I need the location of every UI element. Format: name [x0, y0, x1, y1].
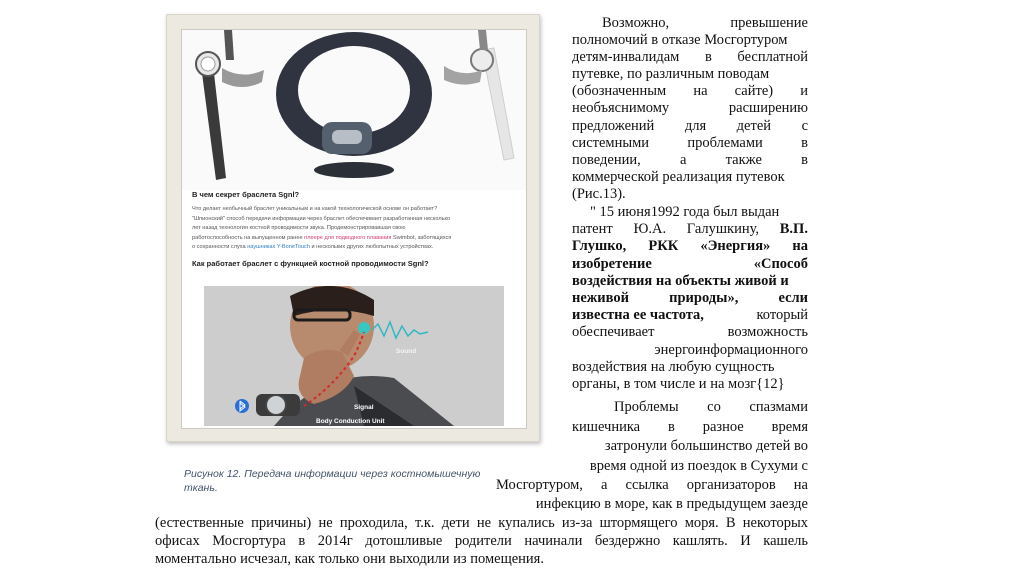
word: В.П.: [779, 221, 808, 237]
word: Проблемы: [614, 399, 679, 415]
article-text-span: Swimbot, заботящихся: [391, 234, 452, 241]
text-line: [572, 135, 808, 152]
word: детей: [736, 118, 772, 134]
word: бесплатной: [737, 49, 808, 65]
word: «Способ: [753, 256, 808, 272]
figure-frame: [166, 14, 540, 442]
word: патент: [572, 221, 613, 237]
text-line: полномочий в отказе Мосгортуром: [572, 32, 788, 48]
conduction-unit-label: Body Conduction Unit: [316, 418, 385, 425]
article-text-span: и нескольких других любопытных устройствах.: [309, 244, 434, 250]
text-line: время одной из поездок в Сухуми с: [589, 458, 808, 474]
word: неживой: [572, 290, 629, 306]
word: разное: [702, 419, 744, 435]
word: предложений: [572, 118, 655, 134]
text-line: затронули большинство детей во: [604, 438, 808, 454]
text-line: офисах Мосгортура в 2014г дотошливые родители начинали бездержно кашлять. И кашель: [155, 533, 808, 549]
word: расширению: [728, 100, 808, 116]
word: в: [667, 419, 675, 435]
word: природы»,: [669, 290, 739, 306]
word: возможность: [727, 324, 808, 340]
text-line: коммерческой реализация путевок: [572, 169, 785, 185]
bone-conduction-photo: [204, 286, 504, 426]
word: обеспечивает: [572, 324, 655, 340]
text-line: инфекцию в море, как в предыдущем заезде: [535, 496, 808, 512]
text-line: [572, 290, 808, 307]
word: организаторов: [686, 477, 776, 493]
article-line: лет назад технология костной проводимости звука. Продемонстрировавшая свою: [192, 225, 406, 231]
word: (обозначенным: [572, 83, 667, 99]
text-line: [572, 49, 808, 66]
text-line: [572, 118, 808, 135]
text-line: [496, 477, 808, 494]
word: Галушкину,: [686, 221, 760, 237]
text-line: [572, 419, 808, 436]
word: системными: [572, 135, 650, 151]
sound-label: Sound: [396, 348, 417, 355]
word: Глушко,: [572, 238, 627, 254]
text-line: [572, 324, 808, 341]
text-line: [602, 15, 808, 32]
text-line: воздействия на любую сущность: [572, 359, 775, 375]
word: а: [601, 477, 608, 493]
word: кишечника: [572, 419, 641, 435]
word: «Энергия»: [700, 238, 771, 254]
word: Возможно,: [602, 15, 670, 31]
word: а: [679, 152, 687, 168]
word: с: [801, 118, 808, 134]
headphones-link[interactable]: наушниках Y-BoneTouch: [247, 244, 310, 250]
text-line: (естественные причины) не проходила, т.к. дети не купались из-за штормящего моря. В некоторых: [155, 515, 808, 531]
word: спазмами: [749, 399, 808, 415]
bold-text: воздействия на объекты живой и: [572, 273, 789, 289]
word: и: [800, 83, 808, 99]
article-line: [192, 243, 518, 253]
article-text-span: о сохранности слуха: [192, 244, 248, 250]
text-line: (Рис.13).: [572, 186, 626, 202]
word: необъяснимому: [572, 100, 670, 116]
word: на: [693, 83, 708, 99]
word: проблемами: [687, 135, 763, 151]
word: если: [778, 290, 808, 306]
signal-label: Signal: [354, 404, 374, 411]
word: в: [704, 49, 712, 65]
text-line: " 15 июня1992 года был выдан: [590, 204, 780, 220]
word: поведении,: [572, 152, 641, 168]
text-line: [572, 307, 808, 324]
word: сайте): [734, 83, 774, 99]
text-line: органы, в том числе и на мозг{12}: [572, 376, 785, 392]
text-line: путевке, по различным поводам: [572, 66, 770, 82]
text-line: [572, 100, 808, 117]
text-line: [572, 273, 789, 290]
word: для: [684, 118, 707, 134]
word: Ю.А.: [633, 221, 667, 237]
text-line: [572, 83, 808, 100]
article-screenshot: [181, 29, 527, 429]
text-line: [572, 152, 808, 169]
article-line: Что делает необычный браслет уникальным и на какой технологической основе он работает?: [192, 206, 438, 212]
word: ссылка: [625, 477, 669, 493]
swimbot-link[interactable]: плеере для подводного плавания: [304, 234, 392, 241]
word: в: [801, 152, 808, 168]
text-line: [572, 221, 808, 238]
word: время: [771, 419, 808, 435]
word: на: [792, 238, 808, 254]
word: который: [756, 307, 808, 323]
text-line: моментально исчезал, как только они выходили из помещения.: [155, 551, 544, 567]
text-line: [614, 399, 808, 416]
word: детям-инвалидам: [572, 49, 680, 65]
word: Мосгортуром,: [496, 477, 583, 493]
text-line: [572, 256, 808, 273]
word: со: [707, 399, 721, 415]
text-line: [572, 238, 808, 255]
article-line: [192, 234, 518, 244]
word: превышение: [730, 15, 808, 31]
article-line: "Шпионский" способ передачи информации через браслет обеспечивает разработанная несколько: [192, 215, 451, 222]
smart-bracelet-image: [182, 30, 526, 190]
word: в: [801, 135, 808, 151]
article-subheading: Как работает браслет с функцией костной проводимости Sgnl?: [192, 258, 429, 268]
word: изобретение: [572, 256, 652, 272]
text-line: энергоинформационного: [654, 342, 808, 358]
word: РКК: [648, 238, 679, 254]
bold-text: известна ее частота,: [572, 307, 704, 323]
article-text: [192, 190, 518, 268]
word: на: [793, 477, 808, 493]
article-text-span: работоспособность на выпущенном ранее: [192, 234, 305, 241]
word: также: [725, 152, 762, 168]
article-heading: В чем секрет браслета Sgnl?: [192, 190, 300, 199]
figure-caption: Рисунок 12. Передача информации через костномышечную ткань.: [184, 468, 481, 494]
